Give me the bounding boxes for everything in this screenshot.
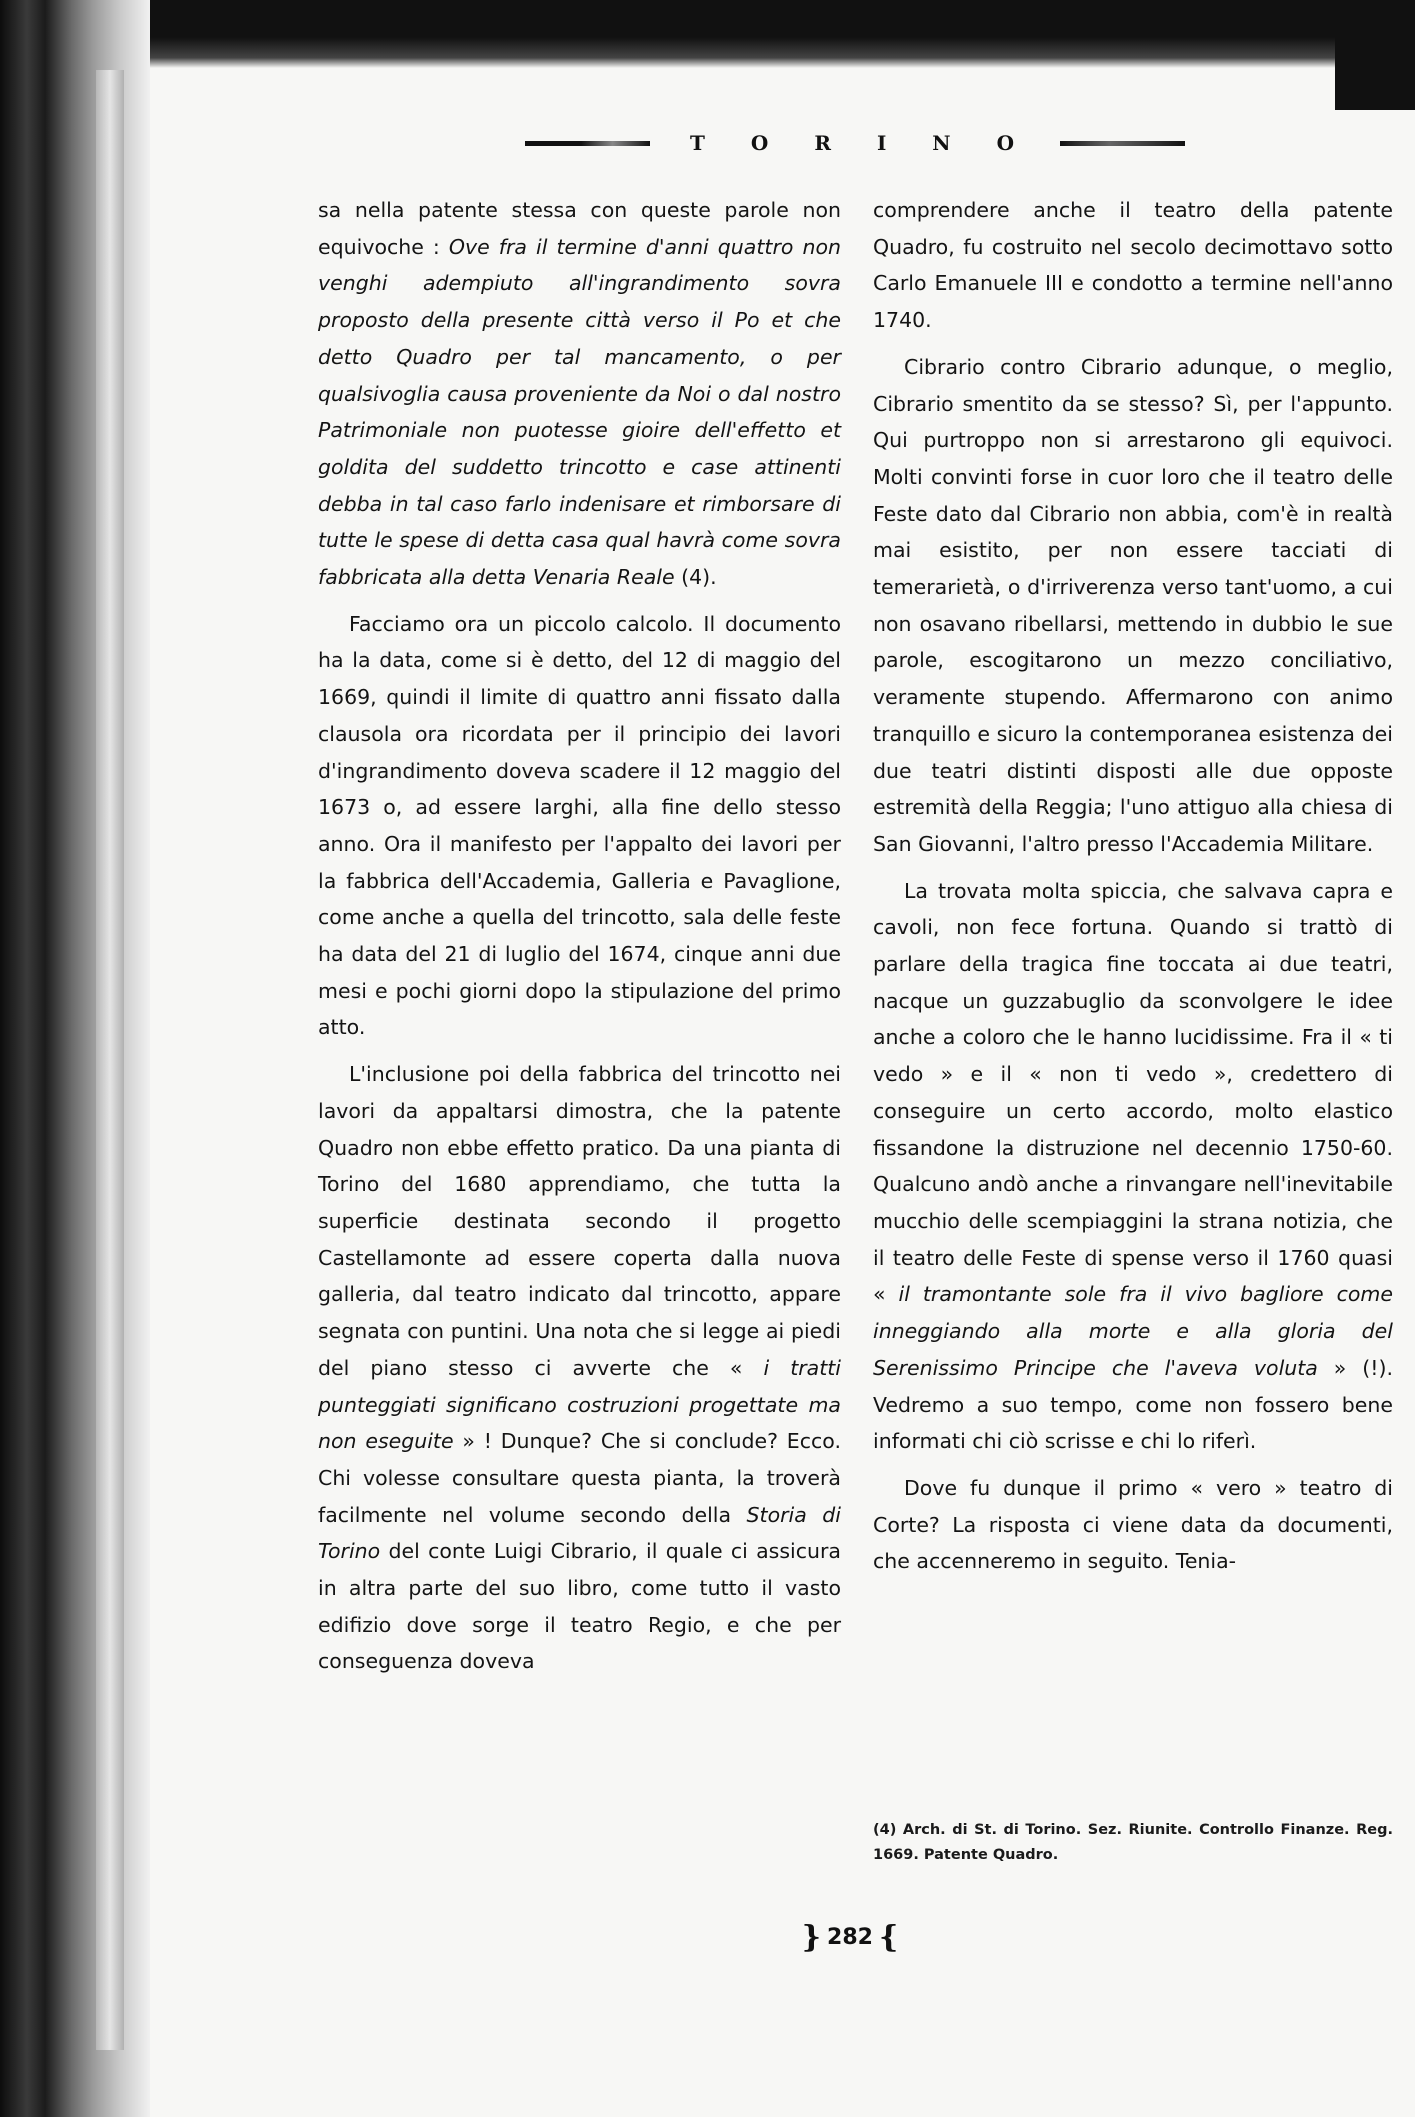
text-run: La trovata molta spiccia, che salvava capra e cavoli, non fece fortuna. Quando si trattò di parlare della tragica fine toccata ai due teatri, nacque un guzzabuglio da sconvolgere le idee anche a coloro che le hanno lucidissime. Fra il « ti vedo » e il « non ti vedo », credettero di conseguire un certo accordo, molto elastico fissandone la distruzione nel decennio 1750-60. Qualcuno andò anche a rinvangare nell'inevitabile mucchio delle scempiaggini la strana notizia, che il teatro delle Feste di spense verso il 1760 quasi « [873,878,1393,1307]
right-column [873,192,1393,1580]
header-ornament-right [1060,141,1185,146]
text-run: Dove fu dunque il primo « vero » teatro di Corte? La risposta ci viene data da documenti, che accenneremo in seguito. Tenia- [873,1475,1393,1574]
top-scan-edge [150,0,1415,68]
page-number: 282 [827,1924,873,1950]
italic-text: Storia di Torino [318,1502,841,1564]
running-header [525,132,1185,154]
paragraph [873,873,1393,1460]
paragraph [318,1056,841,1680]
text-run: » ! Dunque? Che si conclude? Ecco. Chi volesse consultare questa pianta, la troverà facilmente nel volume secondo della [318,1429,841,1527]
italic-text: il tramontante sole fra il vivo bagliore come inneggiando alla morte e alla gloria del Serenissimo Principe che l'aveva voluta [873,1282,1394,1380]
paragraph [318,192,841,596]
paragraph [318,606,841,1046]
text-run: del conte Luigi Cibrario, il quale ci assicura in altra parte del suo libro, come tutto il vasto edifizio dove sorge il teatro Regio, e che per conseguenza doveva [318,1539,841,1674]
book-binding-shadow [0,0,150,2117]
italic-text: i tratti punteggiati significano costruzioni progettate ma non eseguite [318,1355,841,1454]
text-run: » (!). Vedremo a suo tempo, come non fossero bene informati chi ciò scrisse e chi lo riferì. [873,1355,1393,1454]
text-run: L'inclusione poi della fabbrica del trincotto nei lavori da appaltarsi dimostra, che la patente Quadro non ebbe effetto pratico. Da una pianta di Torino del 1680 apprendiamo, che tutta la superficie destinata secondo il progetto Castellamonte ad essere coperta dalla nuova galleria, dal teatro indicato dal trincotto, appare segnata con puntini. Una nota che si legge ai piedi del piano stesso ci avverte che « [318,1062,841,1380]
page-number-ornament-left: } [801,1919,822,1955]
italic-text: Ove fra il termine d'anni quattro non venghi adempiuto all'ingrandimento sovra proposto della presente città verso il Po et che detto Quadro per tal mancamento, o per qualsivoglia causa proveniente da Noi o dal nostro Patrimoniale non puotesse gioire dell'effetto et goldita del suddetto trincotto e case attinenti debba in tal caso farlo indenisare et rimborsare di tutte le spese di detta casa qual havrà come sovra fabbricata alla detta Venaria Reale [318,234,841,590]
text-run: sa nella patente stessa con queste parole non equivoche : [318,198,841,259]
top-right-scan-edge [1335,0,1415,110]
paragraph [873,349,1393,863]
left-column [318,192,841,1680]
paragraph [873,192,1393,339]
text-run: comprendere anche il teatro della patente Quadro, fu costruito nel secolo decimottavo sotto Carlo Emanuele III e condotto a termine nell'anno 1740. [873,198,1393,333]
footnote: (4) Arch. di St. di Torino. Sez. Riunite. Controllo Finanze. Reg. 1669. Patente Quadro. [873,1822,1393,1863]
page-number-ornament-right: { [878,1919,899,1955]
text-run: Cibrario contro Cibrario adunque, o meglio, Cibrario smentito da se stesso? Sì, per l'appunto. Qui purtroppo non si arrestarono gli equivoci. Molti convinti forse in cuor loro che il teatro delle Feste dato dal Cibrario non abbia, com'è in realtà mai esistito, per non essere tacciati di temerarietà, o d'irriverenza verso tant'uomo, a cui non osavano ribellarsi, mettendo in dubbio le sue parole, escogitarono un mezzo conciliativo, veramente stupendo. Affermarono con animo tranquillo e sicuro la contemporanea esistenza dei due teatri distinti disposti alle due opposte estremità della Reggia; l'uno attiguo alla chiesa di San Giovanni, l'altro presso l'Accademia Militare. [873,354,1393,856]
text-run: (4). [674,565,717,590]
running-title: TORINO [690,131,1060,155]
header-ornament-left [525,141,650,146]
page-number-block [790,1917,910,1957]
binding-strip [96,70,124,2050]
text-run: Facciamo ora un piccolo calcolo. Il documento ha la data, come si è detto, del 12 di maggio del 1669, quindi il limite di quattro anni fissato dalla clausola ora ricordata per il principio dei lavori d'ingrandimento doveva scadere il 12 maggio del 1673 o, ad essere larghi, alla fine dello stesso anno. Ora il manifesto per l'appalto dei lavori per la fabbrica dell'Accademia, Galleria e Pavaglione, come anche a quella del trincotto, sala delle feste ha data del 21 di luglio del 1674, cinque anni due mesi e pochi giorni dopo la stipulazione del primo atto. [318,611,841,1040]
paragraph [873,1470,1393,1580]
